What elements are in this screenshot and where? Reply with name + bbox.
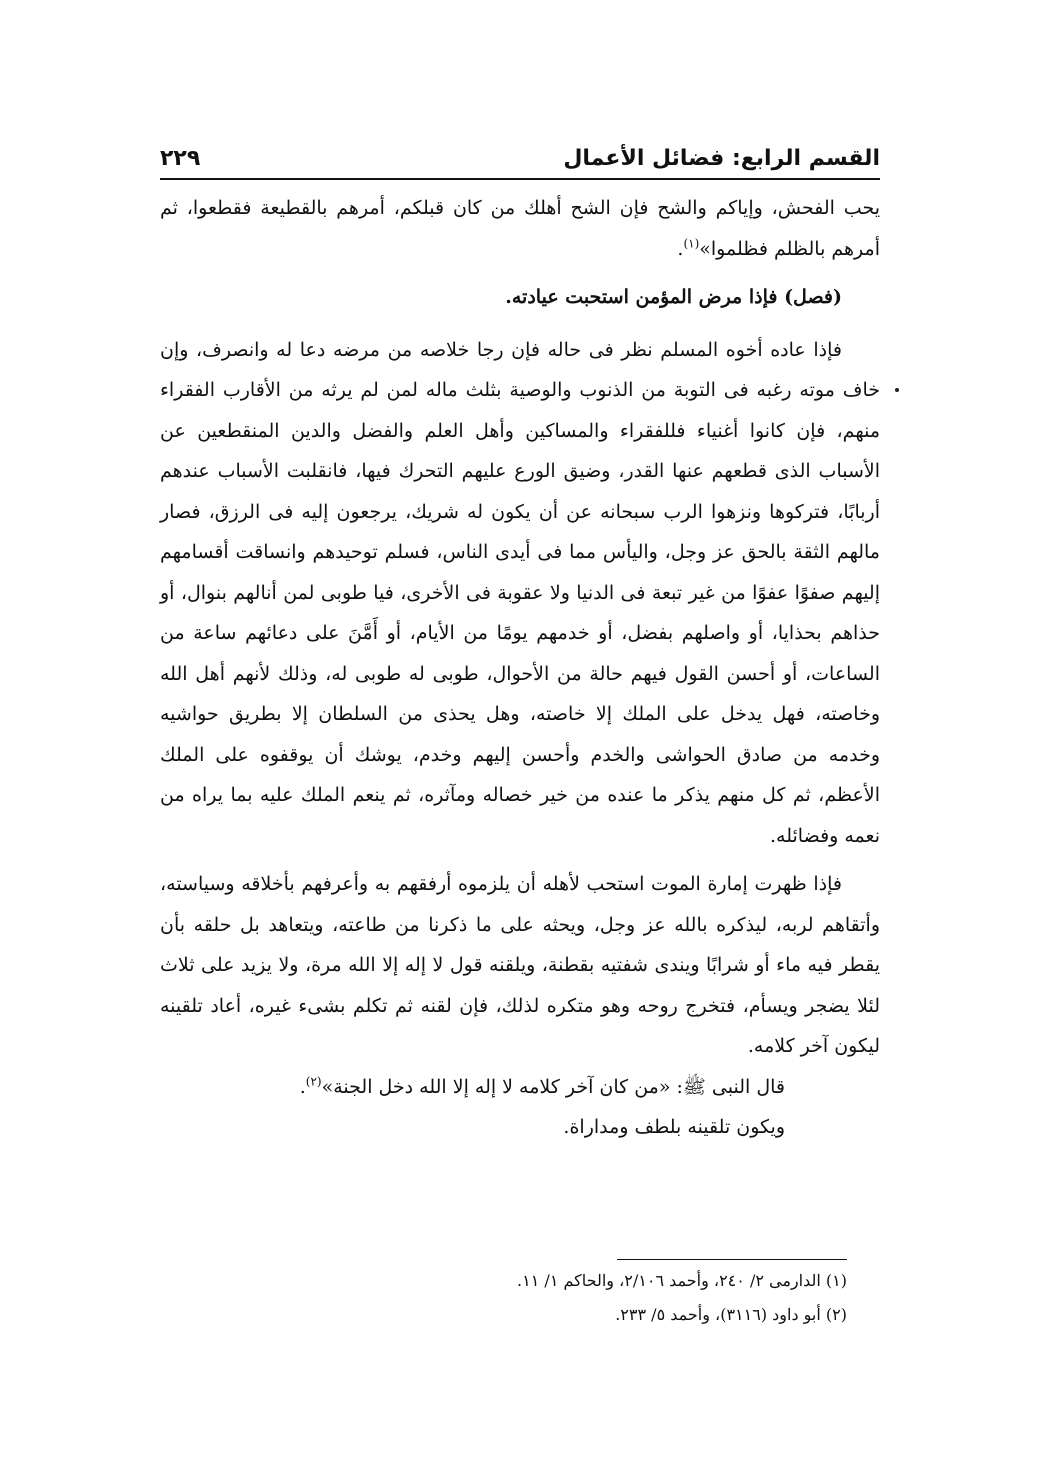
page-number: ٢٢٩ [160, 145, 201, 171]
paragraph-end: . [677, 237, 684, 260]
footnotes [327, 1264, 847, 1332]
hadith-text: قال النبى ﷺ: «من كان آخر كلامه لا إله إلا الله دخل الجنة» [321, 1075, 785, 1098]
footnote-rule [617, 1259, 847, 1260]
margin-mark [895, 388, 899, 392]
footnote-2: (٢) أبو داود (٣١١٦)، وأحمد ٥/ ٢٣٣. [615, 1305, 847, 1324]
paragraph-signs-of-death: فإذا ظهرت إمارة الموت استحب لأهله أن يلزموه أرفقهم به وأعرفهم بأخلاقه وسياسته، وأتقاهم لربه، ليذكره بالله عز وجل، ويحثه على ما ذكرنا من طاعته، ويتعاهد بل حلقه بأن يقطر فيه ماء أو شرابًا ويندى شفتيه بقطنة، ويلقنه قول لا إله إلا الله مرة، ولا يزيد على ثلاث لئلا يضجر ويسأم، فتخرج روحه وهو متكره لذلك، فإن لقنه ثم تكلم بشىء غيره، أعاد تلقينه ليكون آخر كلامه. [160, 873, 880, 1057]
closing-line: ويكون تلقينه بلطف ومداراة. [563, 1116, 785, 1138]
paragraph-text: يحب الفحش، وإياكم والشح فإن الشح أهلك من كان قبلكم، أمرهم بالقطيعة فقطعوا، ثم أمرهم بالظلم فظلموا» [160, 197, 880, 260]
running-head: القسم الرابع: فضائل الأعمال [563, 145, 880, 171]
continued-paragraph [160, 188, 880, 269]
footnote-1: (١) الدارمى ٢/ ٢٤٠، وأحمد ٢/١٠٦، والحاكم ١/ ١١. [517, 1271, 847, 1290]
page-header [160, 138, 880, 178]
paragraph-visiting-sick: فإذا عاده أخوه المسلم نظر فى حاله فإن رجا خلاصه من مرضه دعا له وانصرف، وإن خاف موته رغبه فى التوبة من الذنوب والوصية بثلث ماله لمن لم يرثه من الأقارب الفقراء منهم، فإن كانوا أغنياء فللفقراء والمساكين وأهل العلم والفضل والدين المنقطعين عن الأسباب الذى قطعهم عنها القدر، وضيق الورع عليهم التحرك فيها، فانقلبت الأسباب عندهم أربابًا، فتركوها ونزهوا الرب سبحانه عن أن يكون له شريك، يرجعون إليه فى الرزق، فصار مالهم الثقة بالحق عز وجل، واليأس مما فى أيدى الناس، فسلم توحيدهم وانساقت أقسامهم إليهم صفوًا عفوًا من غير تبعة فى الدنيا ولا عقوبة فى الأخرى، فيا طوبى لمن أنالهم بنوال، أو حذاهم بحذايا، أو واصلهم بفضل، أو خدمهم يومًا من الأيام، أو أَمَّنَ على دعائهم ساعة من الساعات، أو أحسن القول فيهم حالة من الأحوال، طوبى له طوبى له، وذلك لأنهم أهل الله وخاصته، فهل يدخل على الملك إلا خاصته، وهل يحذى من السلطان إلا بطريق حواشيه وخدمه من صادق الحواشى والخدم وأحسن إليهم وخدم، يوشك أن يوقفوه على الملك الأعظم، ثم كل منهم يذكر ما عنده من خير خصاله ومآثره، ثم ينعم الملك عليه بما يراه من نعمه وفضائله. [160, 338, 880, 847]
body-text [160, 188, 880, 1148]
section-heading: (فصل) فإذا مرض المؤمن استحبت عيادته. [505, 286, 842, 308]
hadith-quote [160, 1067, 880, 1108]
hadith-end: . [299, 1075, 306, 1098]
footnote-ref-1: (١) [683, 236, 700, 251]
footnote-ref-2: (٢) [305, 1074, 322, 1089]
header-rule [160, 178, 880, 180]
